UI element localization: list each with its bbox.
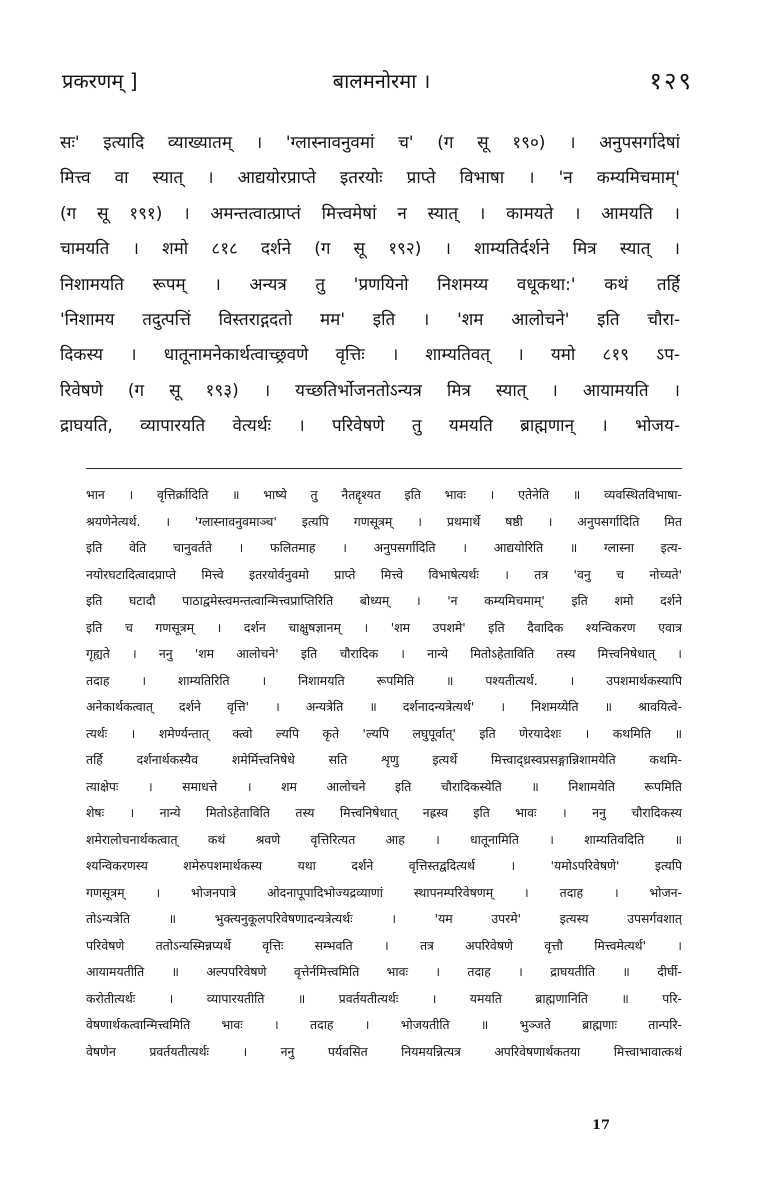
main-line: दिकस्य । धातूनामनेकार्थत्वाच्छ्रवणे वृत्तिः । शाम्यतिवत् । यमो ८१९ ऽप- — [60, 345, 680, 366]
commentary-line: अनेकार्थकत्वात् दर्शने वृत्ति' । अन्यत्रेति ॥ दर्शनादन्यत्रेत्यर्थ' । निशमय्येति ॥ श्रावयित्वे- — [86, 699, 682, 714]
commentary-line: आयामयतीति ॥ अल्पपरिवेषणे वृत्तेर्नमित्त्वमिति भावः । तदाह । द्राघयतीति ॥ दीर्घी- — [86, 964, 682, 979]
divider-rule — [86, 468, 682, 469]
main-line: द्राघयति, व्यापारयति वेत्यर्थः । परिवेषणे तु यमयति ब्राह्मणान् । भोजय- — [60, 416, 680, 437]
commentary-line: तर्हि दर्शनार्थकस्यैव शमेर्मित्त्वनिषेधे सति शृणु इत्यर्थे मित्त्वाद्ध्रस्वप्रसङ्गान्निशामयेति कथमि- — [86, 752, 682, 767]
commentary-line: गणसूत्रम् । भोजनपात्रे ओदनापूपादिभोज्यद्रव्याणां स्थापनम्परिवेषणम् । तदाह । भोजन- — [86, 884, 682, 900]
footer-page-number: 17 — [592, 1118, 611, 1133]
commentary-line: इति च गणसूत्रम् । दर्शन चाक्षुषज्ञानम् । 'शम उपशमे' इति दैवादिक श्यन्विकरण एवात्र — [86, 619, 682, 635]
section-label: प्रकरणम् ] — [62, 69, 138, 93]
commentary-line: परिवेषणे ततोऽन्यस्मिन्नप्यर्थे वृत्तिः सम्भवति । तत्र अपरिवेषणे वृत्तौ मित्त्वमेत्यर्थ' । — [86, 937, 682, 953]
commentary-line: तदाह । शाम्यतिरिति । निशामयति रूपमिति ॥ पश्यतीत्यर्थ. । उपशमार्थकस्यापि — [86, 672, 682, 688]
commentary-line: नयोरघटादित्वादप्राप्ते मित्त्वे इतरयोर्वनुवमो प्राप्ते मित्त्वे विभाषेत्यर्थः । तत्र 'वनु च नोच्यते' — [86, 566, 682, 582]
commentary-line: त्याक्षेपः । समाधत्ते । शम आलोचने इति चौरादिकस्येति ॥ निशामयेति रूपमिति — [86, 778, 682, 794]
commentary-line: त्यर्थः । शमेर्ण्यन्तात् क्त्वो ल्यपि कृते 'ल्यपि लघुपूर्वात्' इति णेरयादेशः । कथमिति ॥ — [86, 725, 682, 741]
main-line: (ग सू १९१) । अमन्तत्वात्प्राप्तं मित्त्वमेषां न स्यात् । कामयते । आमयति । — [60, 203, 680, 224]
commentary-line: गृह्यते । ननु 'शम आलोचने' इति चौरादिक । नान्ये मितोऽहेताविति तस्य मित्त्वनिषेधात् । — [86, 646, 682, 661]
running-title: बालमनोरमा । — [332, 69, 431, 93]
main-line: निशामयति रूपम् । अन्यत्र तु 'प्रणयिनो निशमय्य वधूकथा:' कथं तर्हि — [60, 274, 680, 295]
commentary-line: तोऽन्यत्रेति ॥ भुक्त्यनुकूलपरिवेषणादन्यत्रेत्यर्थः । 'यम उपरमे' इत्यस्य उपसर्गवशात् — [86, 911, 682, 926]
main-text — [60, 126, 680, 445]
main-line: सः' इत्यादि व्याख्यातम् । 'ग्लास्नावनुवमां च' (ग सू १९०) । अनुपसर्गादेषां — [60, 133, 680, 153]
commentary-text — [86, 482, 682, 1065]
main-line: चामयति । शमो ८१८ दर्शने (ग सू १९२) । शाम्यतिर्दर्शने मित्र स्यात् । — [60, 239, 680, 260]
main-line: रिवेषणे (ग सू १९३) । यच्छतिर्भोजनतोऽन्यत्र मित्र स्यात् । आयामयति । — [60, 380, 680, 401]
main-line: मित्त्व वा स्यात् । आद्ययोरप्राप्ते इतरयोः प्राप्ते विभाषा । 'न कम्यमिचमाम्' — [60, 168, 680, 189]
commentary-line: इति घटादौ पाठाद्वमेस्त्वमन्तत्वान्मित्त्वप्राप्तिरिति बोध्यम् । 'न कम्यमिचमाम्' इति शमो दर्शने — [86, 593, 682, 608]
commentary-line: वेषणेन प्रवर्तयतीत्यर्थः । ननु पर्यवसित नियमयन्नित्यत्र अपरिवेषणार्थकतया मित्त्वाभावात्कथं — [86, 1043, 682, 1059]
main-line: 'निशामय तदुत्पत्तिं विस्तराद्गदतो मम' इति । 'शम आलोचने' इति चौरा- — [60, 309, 680, 330]
page-header — [62, 64, 701, 98]
commentary-line: करोतीत्यर्थः । व्यापारयतीति ॥ प्रवर्तयतीत्यर्थः । यमयति ब्राह्मणानिति ॥ परि- — [86, 990, 682, 1006]
commentary-line: श्यन्विकरणस्य शमेरुपशमार्थकस्य यथा दर्शने वृत्तिस्तद्वदित्यर्थ । 'यमोऽपरिवेषणे' इत्यपि — [86, 858, 682, 873]
commentary-line: श्रयणेनेत्यर्थ. । 'ग्लास्नावनुवमाञ्च' इत्यपि गणसूत्रम् । प्रथमार्थे षष्ठी । अनुपसर्गादिति मित — [86, 513, 682, 529]
commentary-line: वेषणार्थकत्वान्मित्त्वमिति भावः । तदाह । भोजयतीति ॥ भुञ्जते ब्राह्मणाः तान्परि- — [86, 1017, 682, 1032]
commentary-line: भान । वृत्तिर्क्रादिति ॥ भाष्ये तु नैतद्दृश्यत इति भावः । एतेनेति ॥ व्यवस्थितविभाषा- — [86, 487, 682, 502]
commentary-line: शेषः । नान्ये मितोऽहेताविति तस्य मित्त्वनिषेधात् नह्रस्व इति भावः । ननु चौरादिकस्य — [86, 805, 682, 820]
commentary-line: इति वेति चानुवर्तते । फलितमाह । अनुपसर्गादिति । आद्ययोरिति ॥ ग्लास्ना इत्य- — [86, 540, 682, 555]
page-number-devanagari: १२९ — [649, 67, 693, 95]
commentary-line: शमेरालोचनार्थकत्वात् कथं श्रवणे वृत्तिरित्यत आह । धातूनामिति । शाम्यतिवदिति ॥ — [86, 831, 682, 847]
